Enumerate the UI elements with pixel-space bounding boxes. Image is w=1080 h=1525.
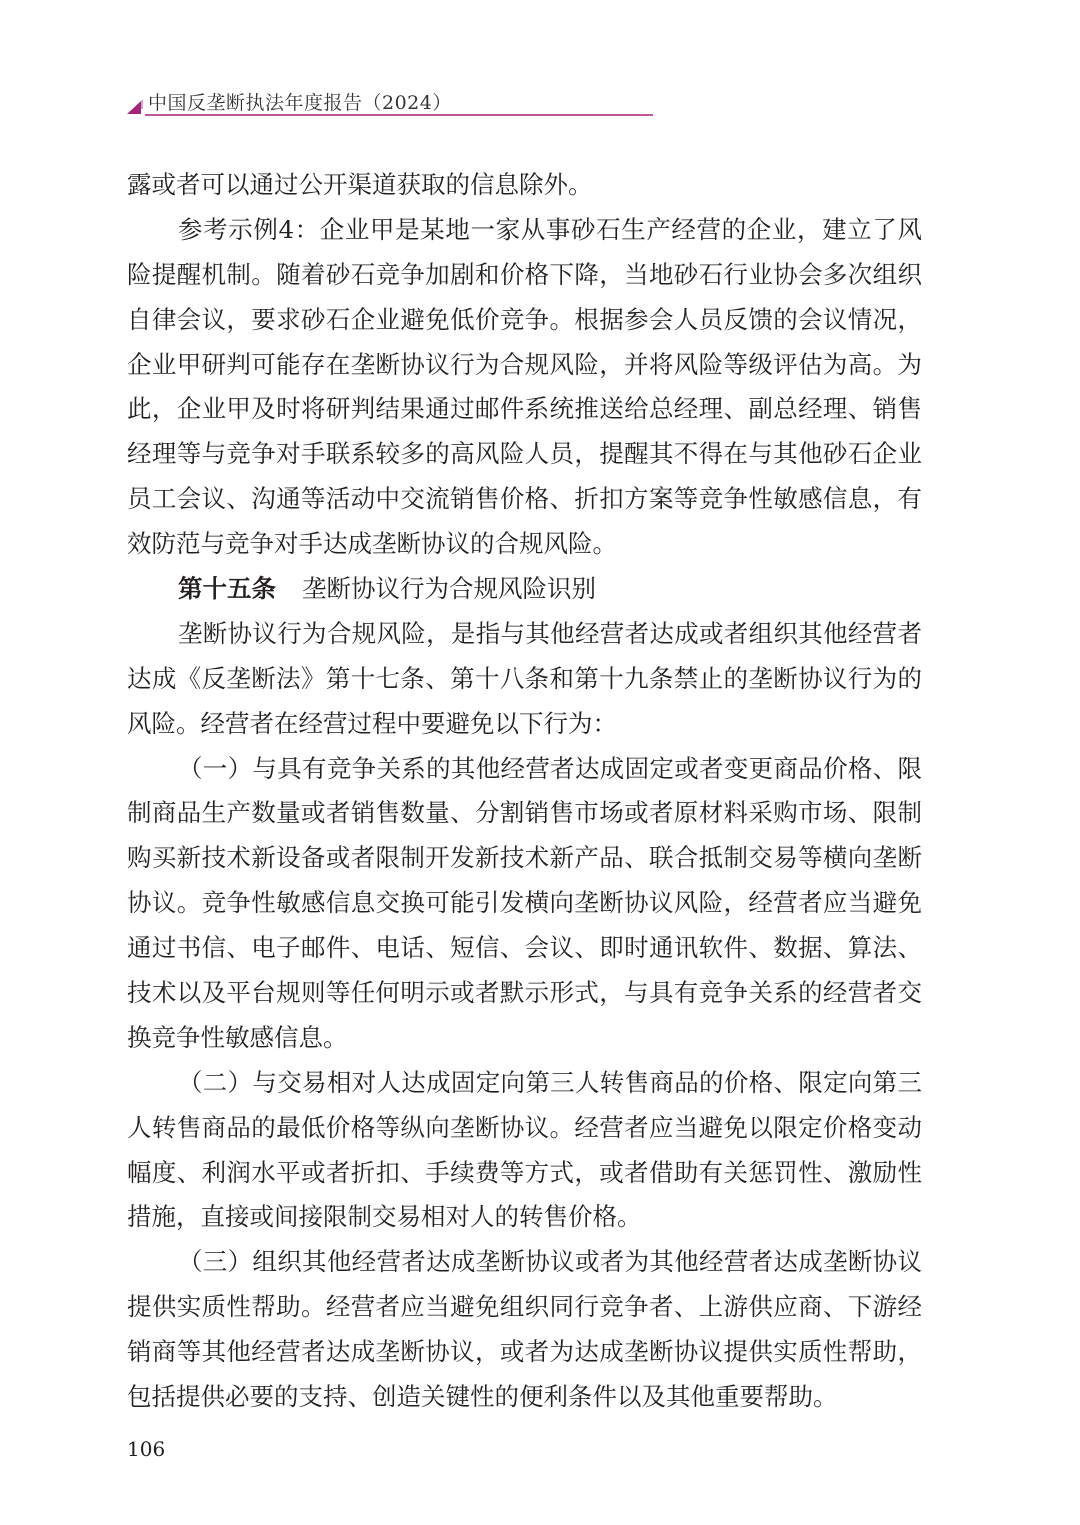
text-line: 技术以及平台规则等任何明示或者默示形式，与具有竞争关系的经营者交: [127, 978, 922, 1008]
text-line: 企业甲研判可能存在垄断协议行为合规风险，并将风险等级评估为高。为: [127, 349, 922, 379]
paragraph: [127, 1064, 922, 1244]
text-line: 销商等其他经营者达成垄断协议，或者为达成垄断协议提供实质性帮助，: [127, 1337, 922, 1367]
text-line: 风险。经营者在经营过程中要避免以下行为：: [127, 708, 617, 738]
text-line: 垄断协议行为合规风险，是指与其他经营者达成或者组织其他经营者: [178, 618, 922, 648]
text-line: 包括提供必要的支持、创造关键性的便利条件以及其他重要帮助。: [127, 1382, 838, 1412]
text-line: 制商品生产数量或者销售数量、分割销售市场或者原材料采购市场、限制: [127, 798, 922, 828]
text-line: 换竞争性敏感信息。: [127, 1022, 348, 1052]
text-line: 协议。竞争性敏感信息交换可能引发横向垄断协议风险，经营者应当避免: [127, 888, 922, 918]
paragraph: [127, 1243, 922, 1423]
text-line: 提供实质性帮助。经营者应当避免组织同行竞争者、上游供应商、下游经: [127, 1292, 922, 1322]
text-line: 效防范与竞争对手达成垄断协议的合规风险。: [127, 529, 617, 559]
paragraph: [127, 166, 922, 211]
text-line: （一）与具有竞争关系的其他经营者达成固定或者变更商品价格、限: [178, 753, 922, 783]
text-line: 经理等与竞争对手联系较多的高风险人员，提醒其不得在与其他砂石企业: [127, 439, 922, 469]
paragraph: [127, 750, 922, 1064]
text-line: 自律会议，要求砂石企业避免低价竞争。根据参会人员反馈的会议情况，: [127, 304, 922, 334]
header-title: 中国反垄断执法年度报告（2024）: [148, 92, 452, 114]
header-triangle-icon: [127, 101, 141, 114]
text-line: 参考示例4：企业甲是某地一家从事砂石生产经营的企业，建立了风: [178, 214, 922, 244]
text-line: 措施，直接或间接限制交易相对人的转售价格。: [127, 1202, 642, 1232]
text-line: 险提醒机制。随着砂石竞争加剧和价格下降，当地砂石行业协会多次组织: [127, 259, 922, 289]
text-line: 购买新技术新设备或者限制开发新技术新产品、联合抵制交易等横向垄断: [127, 843, 922, 873]
paragraph: [127, 211, 922, 570]
text-line: 通过书信、电子邮件、电话、短信、会议、即时通讯软件、数据、算法、: [127, 933, 922, 963]
text-line: 幅度、利润水平或者折扣、手续费等方式，或者借助有关惩罚性、激励性: [127, 1157, 922, 1187]
text-line: 员工会议、沟通等活动中交流销售价格、折扣方案等竞争性敏感信息，有: [127, 484, 922, 514]
text-line: 达成《反垄断法》第十七条、第十八条和第十九条禁止的垄断协议行为的: [127, 663, 922, 693]
paragraph: [127, 615, 922, 750]
text-line: 露或者可以通过公开渠道获取的信息除外。: [127, 170, 593, 199]
document-body: [127, 166, 922, 1423]
text-line: （二）与交易相对人达成固定向第三人转售商品的价格、限定向第三: [178, 1067, 922, 1097]
text-line: （三）组织其他经营者达成垄断协议或者为其他经营者达成垄断协议: [178, 1247, 922, 1277]
header-rule: [145, 114, 653, 116]
page-number: 106: [127, 1437, 166, 1461]
article-heading: [127, 570, 922, 615]
article-title: 垄断协议行为合规风险识别: [302, 574, 596, 604]
text-line: 此，企业甲及时将研判结果通过邮件系统推送给总经理、副总经理、销售: [127, 394, 922, 424]
article-number: 第十五条: [178, 574, 276, 604]
article-heading-line: [127, 570, 922, 615]
text-line: 人转售商品的最低价格等纵向垄断协议。经营者应当避免以限定价格变动: [127, 1112, 922, 1142]
